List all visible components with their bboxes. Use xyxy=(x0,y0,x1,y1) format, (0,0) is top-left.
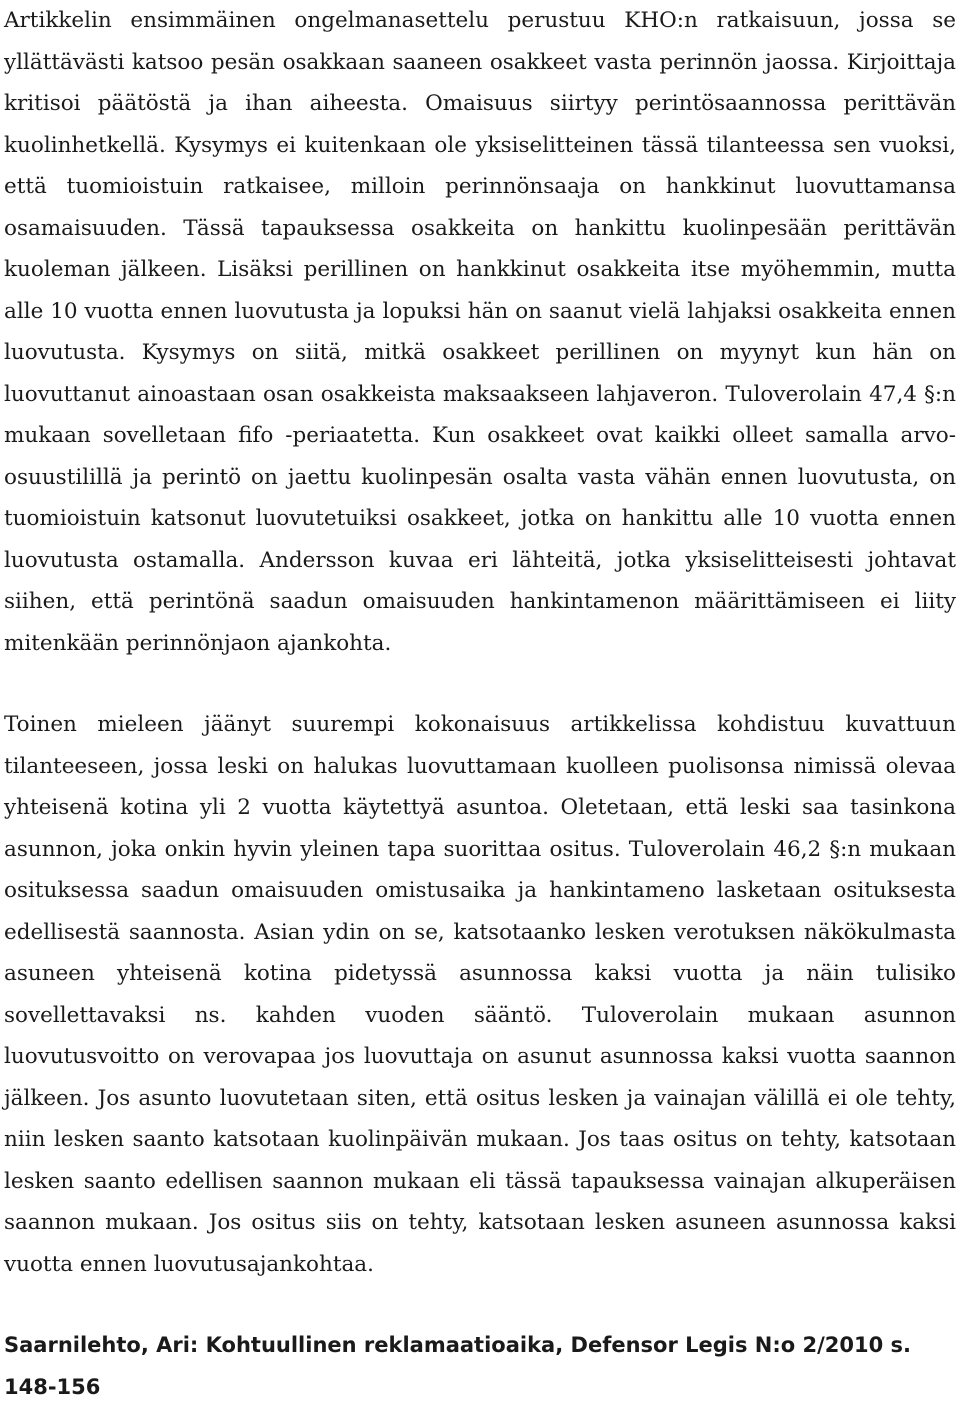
paragraph-2: Toinen mieleen jäänyt suurempi kokonaisuus artikkelissa kohdistuu kuvattuun tilanteeseen, jossa leski on halukas luovuttamaan kuolleen puolisonsa nimissä olevaa yhteisenä kotina yli 2 vuotta käytettyä asuntoa. Oletetaan, että leski saa tasinkona asunnon, joka onkin hyvin yleinen tapa suorittaa ositus. Tuloverolain 46,2 §:n mukaan osituksessa saadun omaisuuden omistusaika ja hankintameno lasketaan osituksesta edellisestä saannosta. Asian ydin on se, katsotaanko lesken verotuksen näkökulmasta asuneen yhteisenä kotina pidetyssä asunnossa kaksi vuotta ja näin tulisiko sovellettavaksi ns. kahden vuoden sääntö. Tuloverolain mukaan asunnon luovutusvoitto on verovapaa jos luovuttaja on asunut asunnossa kaksi vuotta saannon jälkeen. Jos asunto luovutetaan siten, että ositus lesken ja vainajan välillä ei ole tehty, niin lesken saanto katsotaan kuolinpäivän mukaan. Jos taas ositus on tehty, katsotaan lesken saanto edellisen saannon mukaan eli tässä tapauksessa vainajan alkuperäisen saannon mukaan. Jos ositus siis on tehty, katsotaan lesken asuneen asunnossa kaksi vuotta ennen luovutusajankohtaa. xyxy=(4,712,956,1277)
document-page xyxy=(4,0,956,1408)
bibliographic-reference: Saarnilehto, Ari: Kohtuullinen reklamaatioaika, Defensor Legis N:o 2/2010 s. 148-156 xyxy=(4,1333,912,1399)
paragraph-1: Artikkelin ensimmäinen ongelmanasettelu perustuu KHO:n ratkaisuun, jossa se yllättävästi katsoo pesän osakkaan saaneen osakkeet vasta perinnön jaossa. Kirjoittaja kritisoi päätöstä ja ihan aiheesta. Omaisuus siirtyy perintösaannossa perittävän kuolinhetkellä. Kysymys ei kuitenkaan ole yksiselitteinen tässä tilanteessa sen vuoksi, että tuomioistuin ratkaisee, milloin perinnönsaaja on hankkinut luovuttamansa osamaisuuden. Tässä tapauksessa osakkeita on hankittu kuolinpesään perittävän kuoleman jälkeen. Lisäksi perillinen on hankkinut osakkeita itse myöhemmin, mutta alle 10 vuotta ennen luovutusta ja lopuksi hän on saanut vielä lahjaksi osakkeita ennen luovutusta. Kysymys on siitä, mitkä osakkeet perillinen on myynyt kun hän on luovuttanut ainoastaan osan osakkeista maksaakseen lahjaveron. Tuloverolain 47,4 §:n mukaan sovelletaan fifo -periaatetta. Kun osakkeet ovat kaikki olleet samalla arvo-osuustilillä ja perintö on jaettu kuolinpesän osalta vasta vähän ennen luovutusta, on tuomioistuin katsonut luovutetuiksi osakkeet, jotka on hankittu alle 10 vuotta ennen luovutusta ostamalla. Andersson kuvaa eri lähteitä, jotka yksiselitteisesti johtavat siihen, että perintönä saadun omaisuuden hankintamenon määrittämiseen ei liity mitenkään perinnönjaon ajankohta. xyxy=(4,8,956,656)
